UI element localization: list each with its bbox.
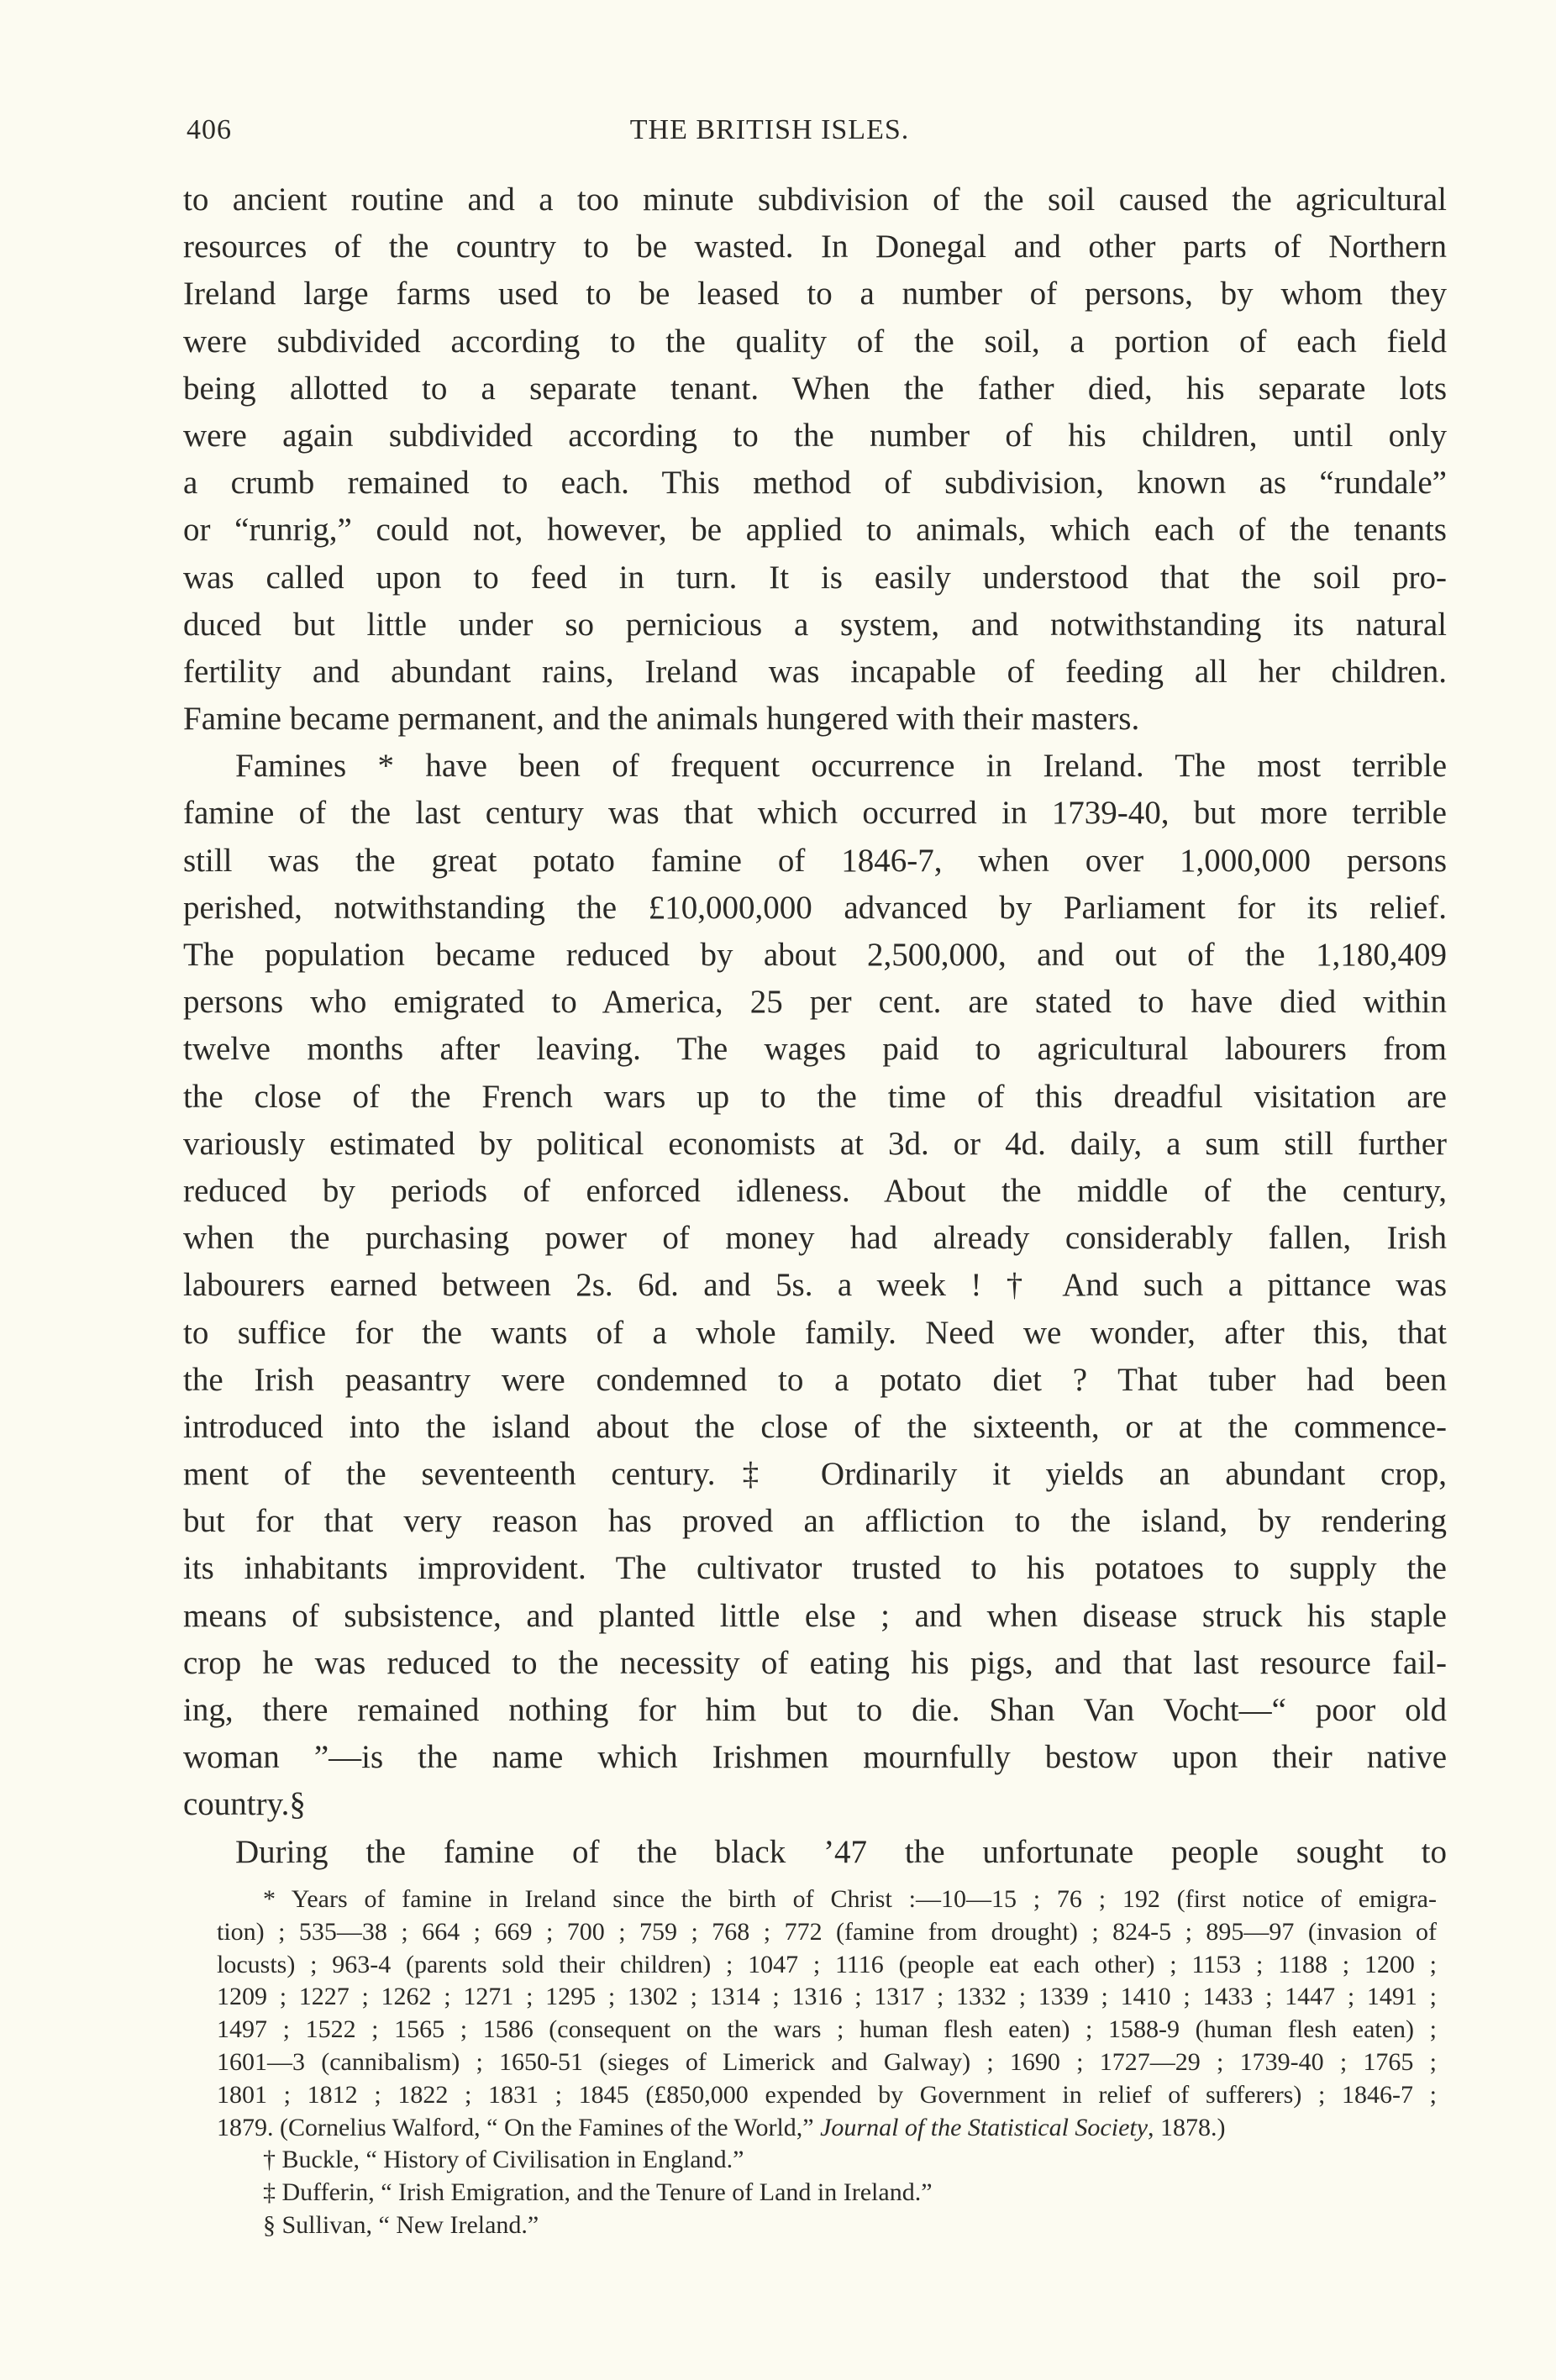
footnote-star-line: 1801 ; 1812 ; 1822 ; 1831 ; 1845 (£850,000 expended by Government in relief of sufferers) ; 1846-7 ; <box>217 2080 1437 2109</box>
running-title: THE BRITISH ISLES. <box>629 114 910 145</box>
paragraph-2-line: when the purchasing power of money had already considerably fallen, Irish <box>183 1220 1447 1257</box>
footnote-double-dagger: ‡ Dufferin, “ Irish Emigration, and the Tenure of Land in Ireland.” <box>263 2178 933 2207</box>
paragraph-2-line: the Irish peasantry were condemned to a potato diet ? That tuber had been <box>183 1361 1447 1398</box>
paragraph-1-line: were again subdivided according to the number of his children, until only <box>183 417 1447 454</box>
paragraph-1-line: were subdivided according to the quality of the soil, a portion of each field <box>183 323 1447 360</box>
citation-text: , 1878.) <box>1148 2113 1226 2141</box>
footnote-star-line: tion) ; 535—38 ; 664 ; 669 ; 700 ; 759 ; 768 ; 772 (famine from drought) ; 824-5 ; 895—97 (invasion of <box>217 1917 1437 1946</box>
citation-text: 1879. (Cornelius Walford, “ On the Famines of the World,” <box>217 2113 821 2141</box>
paragraph-2-line: the close of the French wars up to the time of this dreadful visitation are <box>183 1078 1447 1115</box>
paragraph-1-line: was called upon to feed in turn. It is easily understood that the soil pro- <box>183 559 1447 596</box>
footnote-star-line: 1601—3 (cannibalism) ; 1650-51 (sieges of Limerick and Galway) ; 1690 ; 1727—29 ; 1739-40 ; 1765 ; <box>217 2047 1437 2076</box>
paragraph-2-line: its inhabitants improvident. The cultivator trusted to his potatoes to supply the <box>183 1550 1447 1587</box>
paragraph-2-line: perished, notwithstanding the £10,000,000 advanced by Parliament for its relief. <box>183 889 1447 926</box>
paragraph-1-line: Famine became permanent, and the animals hungered with their masters. <box>183 701 1140 738</box>
paragraph-2-line: crop he was reduced to the necessity of eating his pigs, and that last resource fail- <box>183 1644 1447 1681</box>
paragraph-1-line: being allotted to a separate tenant. When the father died, his separate lots <box>183 370 1447 407</box>
footnotes <box>217 1884 1437 2242</box>
paragraph-1-line: to ancient routine and a too minute subdivision of the soil caused the agricultural <box>183 181 1447 218</box>
footnote-star-line: 1209 ; 1227 ; 1262 ; 1271 ; 1295 ; 1302 ; 1314 ; 1316 ; 1317 ; 1332 ; 1339 ; 1410 ; 1433 ; 1447 ; 1491 ; <box>217 1983 1437 2011</box>
paragraph-2-line: Famines * have been of frequent occurrence in Ireland. The most terrible <box>235 748 1447 785</box>
page-number: 406 <box>187 114 232 145</box>
paragraph-2-line: to suffice for the wants of a whole family. Need we wonder, after this, that <box>183 1314 1447 1351</box>
paragraph-1-line: a crumb remained to each. This method of subdivision, known as “rundale” <box>183 465 1447 502</box>
footnote-star-citation-line <box>217 2112 1437 2145</box>
paragraph-1-line: fertility and abundant rains, Ireland was incapable of feeding all her children. <box>183 653 1447 690</box>
journal-title: Journal of the Statistical Society <box>820 2113 1149 2141</box>
paragraph-2-line: ment of the seventeenth century.‡ Ordinarily it yields an abundant crop, <box>183 1456 1447 1493</box>
footnote-dagger: † Buckle, “ History of Civilisation in England.” <box>263 2146 744 2174</box>
paragraph-2-line: means of subsistence, and planted little else ; and when disease struck his staple <box>183 1597 1447 1634</box>
paragraph-1-line: duced but little under so pernicious a system, and notwithstanding its natural <box>183 606 1447 643</box>
paragraph-2-line: famine of the last century was that which occurred in 1739-40, but more terrible <box>183 795 1447 832</box>
body-text <box>183 176 1447 1876</box>
paragraph-1-line: resources of the country to be wasted. In Donegal and other parts of Northern <box>183 229 1447 265</box>
paragraph-2-line: reduced by periods of enforced idleness. About the middle of the century, <box>183 1172 1447 1209</box>
paragraph-2-line: but for that very reason has proved an affliction to the island, by rendering <box>183 1503 1447 1540</box>
paragraph-3-line: During the famine of the black ’47 the unfortunate people sought to <box>235 1833 1447 1870</box>
paragraph-2-line: variously estimated by political economists at 3d. or 4d. daily, a sum still further <box>183 1125 1447 1162</box>
paragraph-2-line: country.§ <box>183 1786 306 1823</box>
paragraph-2-line: persons who emigrated to America, 25 per cent. are stated to have died within <box>183 984 1447 1021</box>
paragraph-2-line: woman ”—is the name which Irishmen mournfully bestow upon their native <box>183 1739 1447 1776</box>
footnote-star-line: locusts) ; 963-4 (parents sold their children) ; 1047 ; 1116 (people eat each other) ; 1153 ; 1188 ; 1200 ; <box>217 1950 1437 1978</box>
footnote-star-line: * Years of famine in Ireland since the birth of Christ :—10—15 ; 76 ; 192 (first notice of emigra- <box>263 1885 1437 1913</box>
paragraph-2-line: labourers earned between 2s. 6d. and 5s. a week ! † And such a pittance was <box>183 1267 1447 1304</box>
paragraph-2-line: The population became reduced by about 2,500,000, and out of the 1,180,409 <box>183 937 1447 973</box>
footnote-star-line: 1497 ; 1522 ; 1565 ; 1586 (consequent on the wars ; human flesh eaten) ; 1588-9 (human flesh eaten) ; <box>217 2015 1437 2044</box>
footnote-section: § Sullivan, “ New Ireland.” <box>263 2210 539 2239</box>
paragraph-1-line: Ireland large farms used to be leased to a number of persons, by whom they <box>183 276 1447 313</box>
paragraph-2-line: ing, there remained nothing for him but to die. Shan Van Vocht—“ poor old <box>183 1692 1447 1728</box>
running-title-wrap <box>0 114 1556 146</box>
paragraph-2-line: introduced into the island about the close of the sixteenth, or at the commence- <box>183 1408 1447 1445</box>
paragraph-1-line: or “runrig,” could not, however, be applied to animals, which each of the tenants <box>183 512 1447 549</box>
paragraph-2-line: twelve months after leaving. The wages paid to agricultural labourers from <box>183 1031 1447 1068</box>
paragraph-2-line: still was the great potato famine of 1846-7, when over 1,000,000 persons <box>183 842 1447 879</box>
